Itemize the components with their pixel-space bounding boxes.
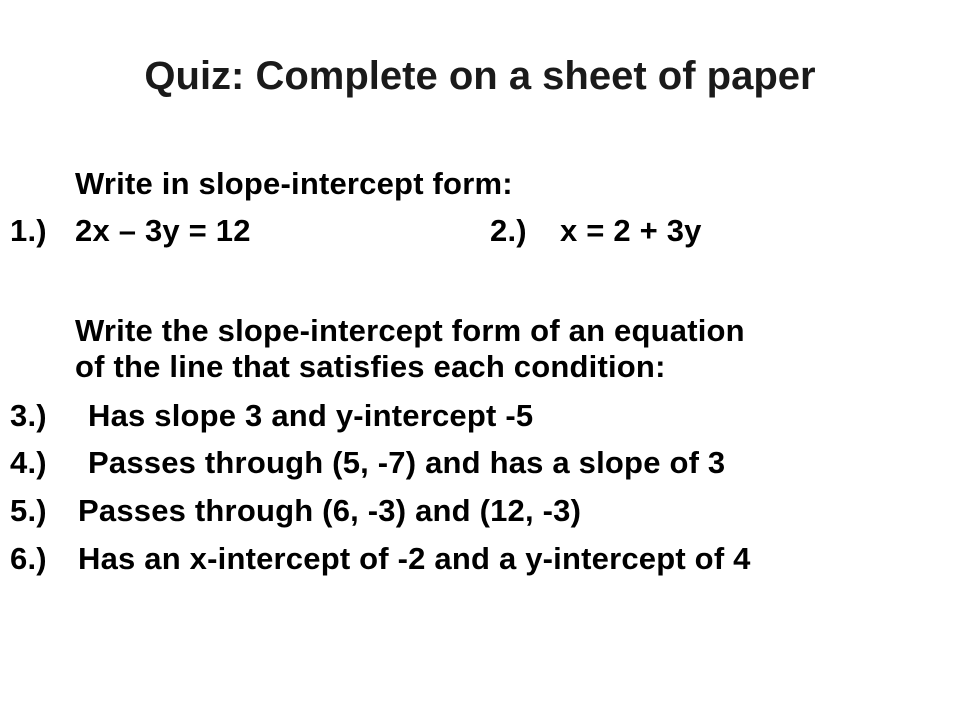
question-1-number: 1.) bbox=[10, 213, 47, 248]
question-4-number: 4.) bbox=[10, 445, 47, 480]
question-3-number: 3.) bbox=[10, 398, 47, 433]
question-6-number: 6.) bbox=[10, 541, 47, 576]
question-3-text: Has slope 3 and y-intercept -5 bbox=[88, 398, 534, 433]
slide-title: Quiz: Complete on a sheet of paper bbox=[144, 54, 816, 98]
instruction-slope-intercept: Write in slope-intercept form: bbox=[75, 166, 513, 201]
instruction-line-2: of the line that satisfies each condition: bbox=[75, 349, 666, 384]
question-2-number: 2.) bbox=[490, 213, 527, 248]
question-6-text: Has an x-intercept of -2 and a y-intercept of 4 bbox=[78, 541, 751, 576]
question-1-text: 2x – 3y = 12 bbox=[75, 213, 251, 248]
instruction-line-1: Write the slope-intercept form of an equation bbox=[75, 313, 745, 348]
question-5-text: Passes through (6, -3) and (12, -3) bbox=[78, 493, 582, 528]
question-2-text: x = 2 + 3y bbox=[560, 213, 702, 248]
question-5-number: 5.) bbox=[10, 493, 47, 528]
question-4-text: Passes through (5, -7) and has a slope of 3 bbox=[88, 445, 726, 480]
